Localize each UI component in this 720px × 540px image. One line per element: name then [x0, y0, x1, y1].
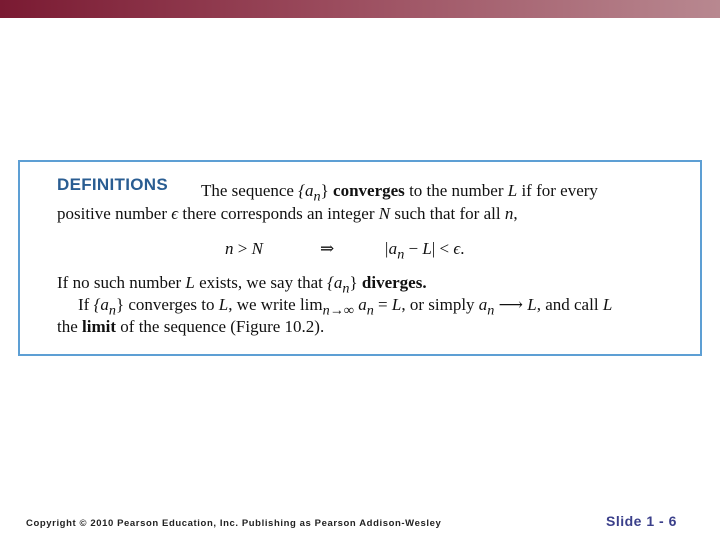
text: such that for all	[390, 204, 505, 223]
term-diverges: diverges.	[357, 273, 427, 292]
definition-condition-left	[225, 239, 263, 259]
definition-line-1	[201, 181, 598, 206]
top-decorative-bar	[0, 0, 720, 18]
math-sub: n	[487, 302, 495, 319]
math: L	[507, 181, 518, 200]
term-converges: converges	[328, 181, 405, 200]
math: .	[460, 239, 465, 258]
math: ϵ	[171, 204, 179, 223]
text: , we write lim	[228, 295, 323, 314]
math-sub: n	[366, 302, 374, 319]
math: ⟶	[494, 295, 528, 314]
slide-number: Slide 1 - 6	[606, 513, 677, 529]
math: {a	[298, 181, 314, 200]
text: If	[78, 295, 94, 314]
math: >	[233, 239, 252, 258]
math: N	[378, 204, 391, 223]
definition-condition-right	[384, 239, 464, 264]
math: L	[422, 239, 432, 258]
text: there corresponds an integer	[178, 204, 379, 223]
math-sub: n	[397, 246, 405, 263]
math: {a	[93, 295, 109, 314]
math-sub: n	[108, 302, 116, 319]
text: the	[57, 317, 83, 336]
math: L	[602, 295, 613, 314]
definition-line-6	[57, 317, 324, 337]
math: }	[320, 181, 329, 200]
text: if for every	[517, 181, 598, 200]
math: L	[527, 295, 537, 314]
text: positive number	[57, 204, 172, 223]
text: , or simply	[401, 295, 479, 314]
text: ,	[513, 204, 518, 223]
math: L	[185, 273, 195, 292]
math: n	[225, 239, 234, 258]
term-limit: limit	[82, 317, 117, 336]
text: of the sequence (Figure 10.2).	[116, 317, 325, 336]
definition-implies	[320, 239, 334, 259]
math: }	[115, 295, 125, 314]
math: =	[373, 295, 392, 314]
math: a	[353, 295, 367, 314]
text: , and call	[536, 295, 603, 314]
math: }	[349, 273, 358, 292]
definition-heading: DEFINITIONS	[57, 175, 168, 194]
math-sub: n	[313, 188, 321, 205]
math: {a	[327, 273, 343, 292]
text: If no such number	[57, 273, 186, 292]
definition-line-2	[57, 204, 518, 224]
math-sub: n	[342, 280, 350, 297]
text: exists, we say that	[194, 273, 328, 292]
text: converges to	[124, 295, 219, 314]
copyright-footer: Copyright © 2010 Pearson Education, Inc. Publishing as Pearson Addison-Wesley	[26, 518, 442, 529]
math: |a	[384, 239, 398, 258]
math: a	[478, 295, 488, 314]
math-sub: n→∞	[322, 302, 354, 319]
math: L	[391, 295, 402, 314]
math: N	[251, 239, 263, 258]
math: ϵ	[453, 239, 461, 258]
math: n	[504, 204, 514, 223]
math: −	[404, 239, 423, 258]
math: | <	[431, 239, 454, 258]
text: The sequence	[201, 181, 299, 200]
text: to the number	[404, 181, 508, 200]
definition-box	[18, 160, 702, 356]
math: L	[218, 295, 229, 314]
implies-symbol: ⇒	[320, 239, 335, 258]
